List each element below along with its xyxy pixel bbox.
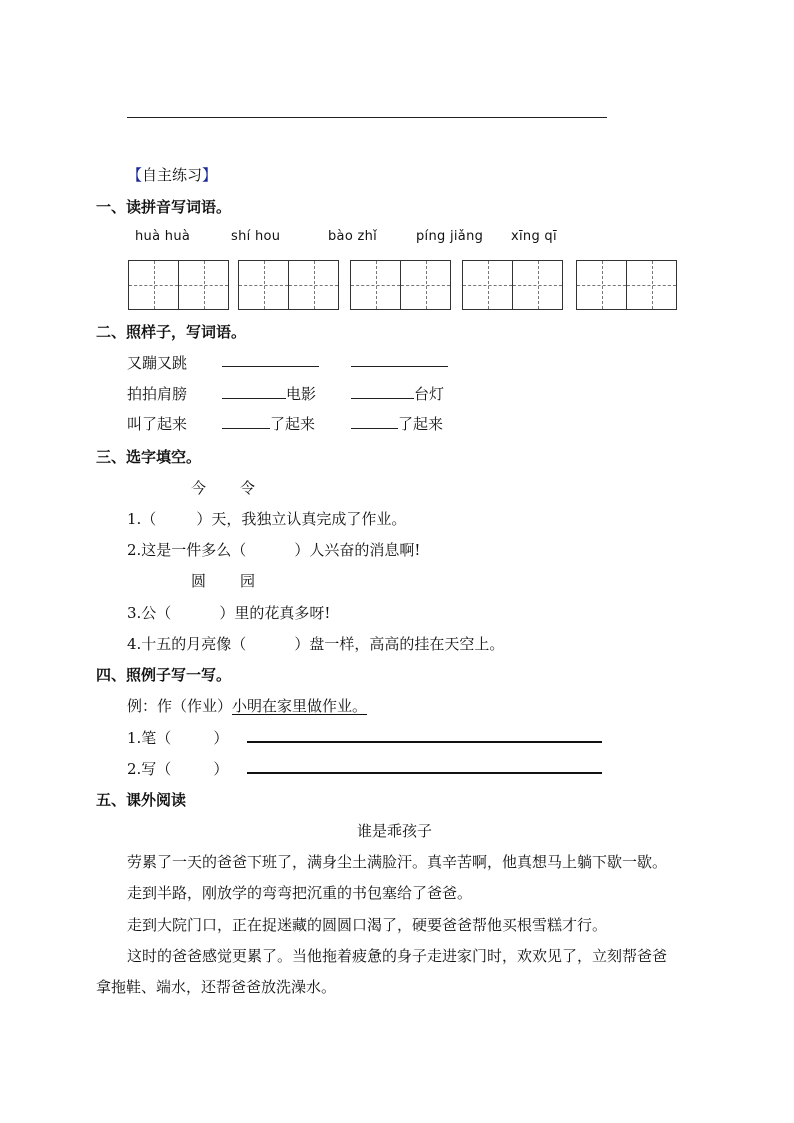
writing-grid-2[interactable] (238, 260, 339, 310)
story-paragraph-4-line-1: 这时的爸爸感觉更累了。当他拖着疲惫的身子走进家门时，欢欢见了，立刻帮爸爸 (127, 947, 668, 965)
grid-cell[interactable] (513, 261, 562, 309)
writing-grid-4[interactable] (462, 260, 563, 310)
q2-answer-3b[interactable]: 了起来 (351, 413, 443, 434)
q2-answer-1b[interactable] (351, 352, 448, 371)
writing-grid-1[interactable] (128, 260, 229, 310)
grid-cell[interactable] (577, 261, 627, 309)
q2-example-3: 叫了起来 (127, 415, 188, 433)
grid-cell[interactable] (179, 261, 228, 309)
q4-example-sentence: 小明在家里做作业。 (232, 697, 368, 715)
q3-choice-a1: 今 (191, 479, 207, 497)
grid-cell[interactable] (351, 261, 401, 309)
pinyin-1: huà huà (135, 229, 191, 244)
section-tag-label: 自主练习 (142, 166, 203, 184)
q2-example-2: 拍拍肩膀 (127, 385, 188, 403)
grid-cell[interactable] (627, 261, 676, 309)
q3-sentence-3: 3.公（ ）里的花真多呀! (127, 604, 331, 622)
pinyin-4: píng jiǎng (416, 229, 484, 244)
q2-answer-3a[interactable]: 了起来 (222, 413, 315, 434)
grid-cell[interactable] (289, 261, 338, 309)
q3-sentence-2: 2.这是一件多么（ ）人兴奋的消息啊! (127, 541, 421, 559)
section-tag (127, 164, 217, 185)
grid-cell[interactable] (239, 261, 289, 309)
q2-answer-2b[interactable]: 台灯 (351, 383, 444, 404)
q3-sentence-4: 4.十五的月亮像（ ）盘一样，高高的挂在天空上。 (127, 635, 505, 653)
writing-grid-3[interactable] (350, 260, 451, 310)
q3-choice-a2: 令 (240, 479, 256, 497)
grid-cell[interactable] (463, 261, 513, 309)
writing-grid-5[interactable] (576, 260, 677, 310)
bracket-left: 【 (127, 166, 143, 184)
q3-choice-b2: 园 (240, 572, 256, 590)
q4-answer-line-1[interactable] (247, 741, 602, 743)
grid-cell[interactable] (129, 261, 179, 309)
q4-item-2: 2.写（ ） (127, 760, 229, 778)
q2-answer-2a[interactable]: 电影 (222, 383, 316, 404)
story-paragraph-3: 走到大院门口，正在捉迷藏的圆圆口渴了，硬要爸爸帮他买根雪糕才行。 (127, 916, 608, 934)
pinyin-5: xīng qī (511, 229, 557, 244)
story-paragraph-1: 劳累了一天的爸爸下班了，满身尘土满脸汗。真辛苦啊，他真想马上躺下歇一歇。 (127, 853, 668, 871)
story-title: 谁是乖孩子 (357, 822, 433, 840)
q2-example-1: 又蹦又跳 (127, 354, 188, 372)
q2-answer-1a[interactable] (222, 352, 319, 371)
q4-item-1: 1.笔（ ） (127, 729, 229, 747)
q3-choice-b1: 圆 (191, 572, 207, 590)
pinyin-3: bào zhǐ (328, 229, 378, 244)
q3-sentence-1: 1.（ ）天，我独立认真完成了作业。 (127, 510, 407, 528)
q5-heading: 五、课外阅读 (96, 791, 187, 809)
q2-heading: 二、照样子，写词语。 (96, 323, 247, 341)
bracket-right: 】 (202, 166, 218, 184)
header-rule (127, 117, 607, 118)
story-paragraph-4-line-2: 拿拖鞋、端水，还帮爸爸放洗澡水。 (96, 978, 337, 996)
grid-cell[interactable] (401, 261, 450, 309)
q4-example: 例：作（作业）小明在家里做作业。 (127, 697, 368, 715)
q4-answer-line-2[interactable] (247, 772, 602, 774)
q4-heading: 四、照例子写一写。 (96, 666, 232, 684)
q1-heading: 一、读拼音写词语。 (96, 198, 232, 216)
story-paragraph-2: 走到半路，刚放学的弯弯把沉重的书包塞给了爸爸。 (127, 884, 473, 902)
q3-heading: 三、选字填空。 (96, 448, 202, 466)
pinyin-2: shí hou (231, 229, 281, 244)
